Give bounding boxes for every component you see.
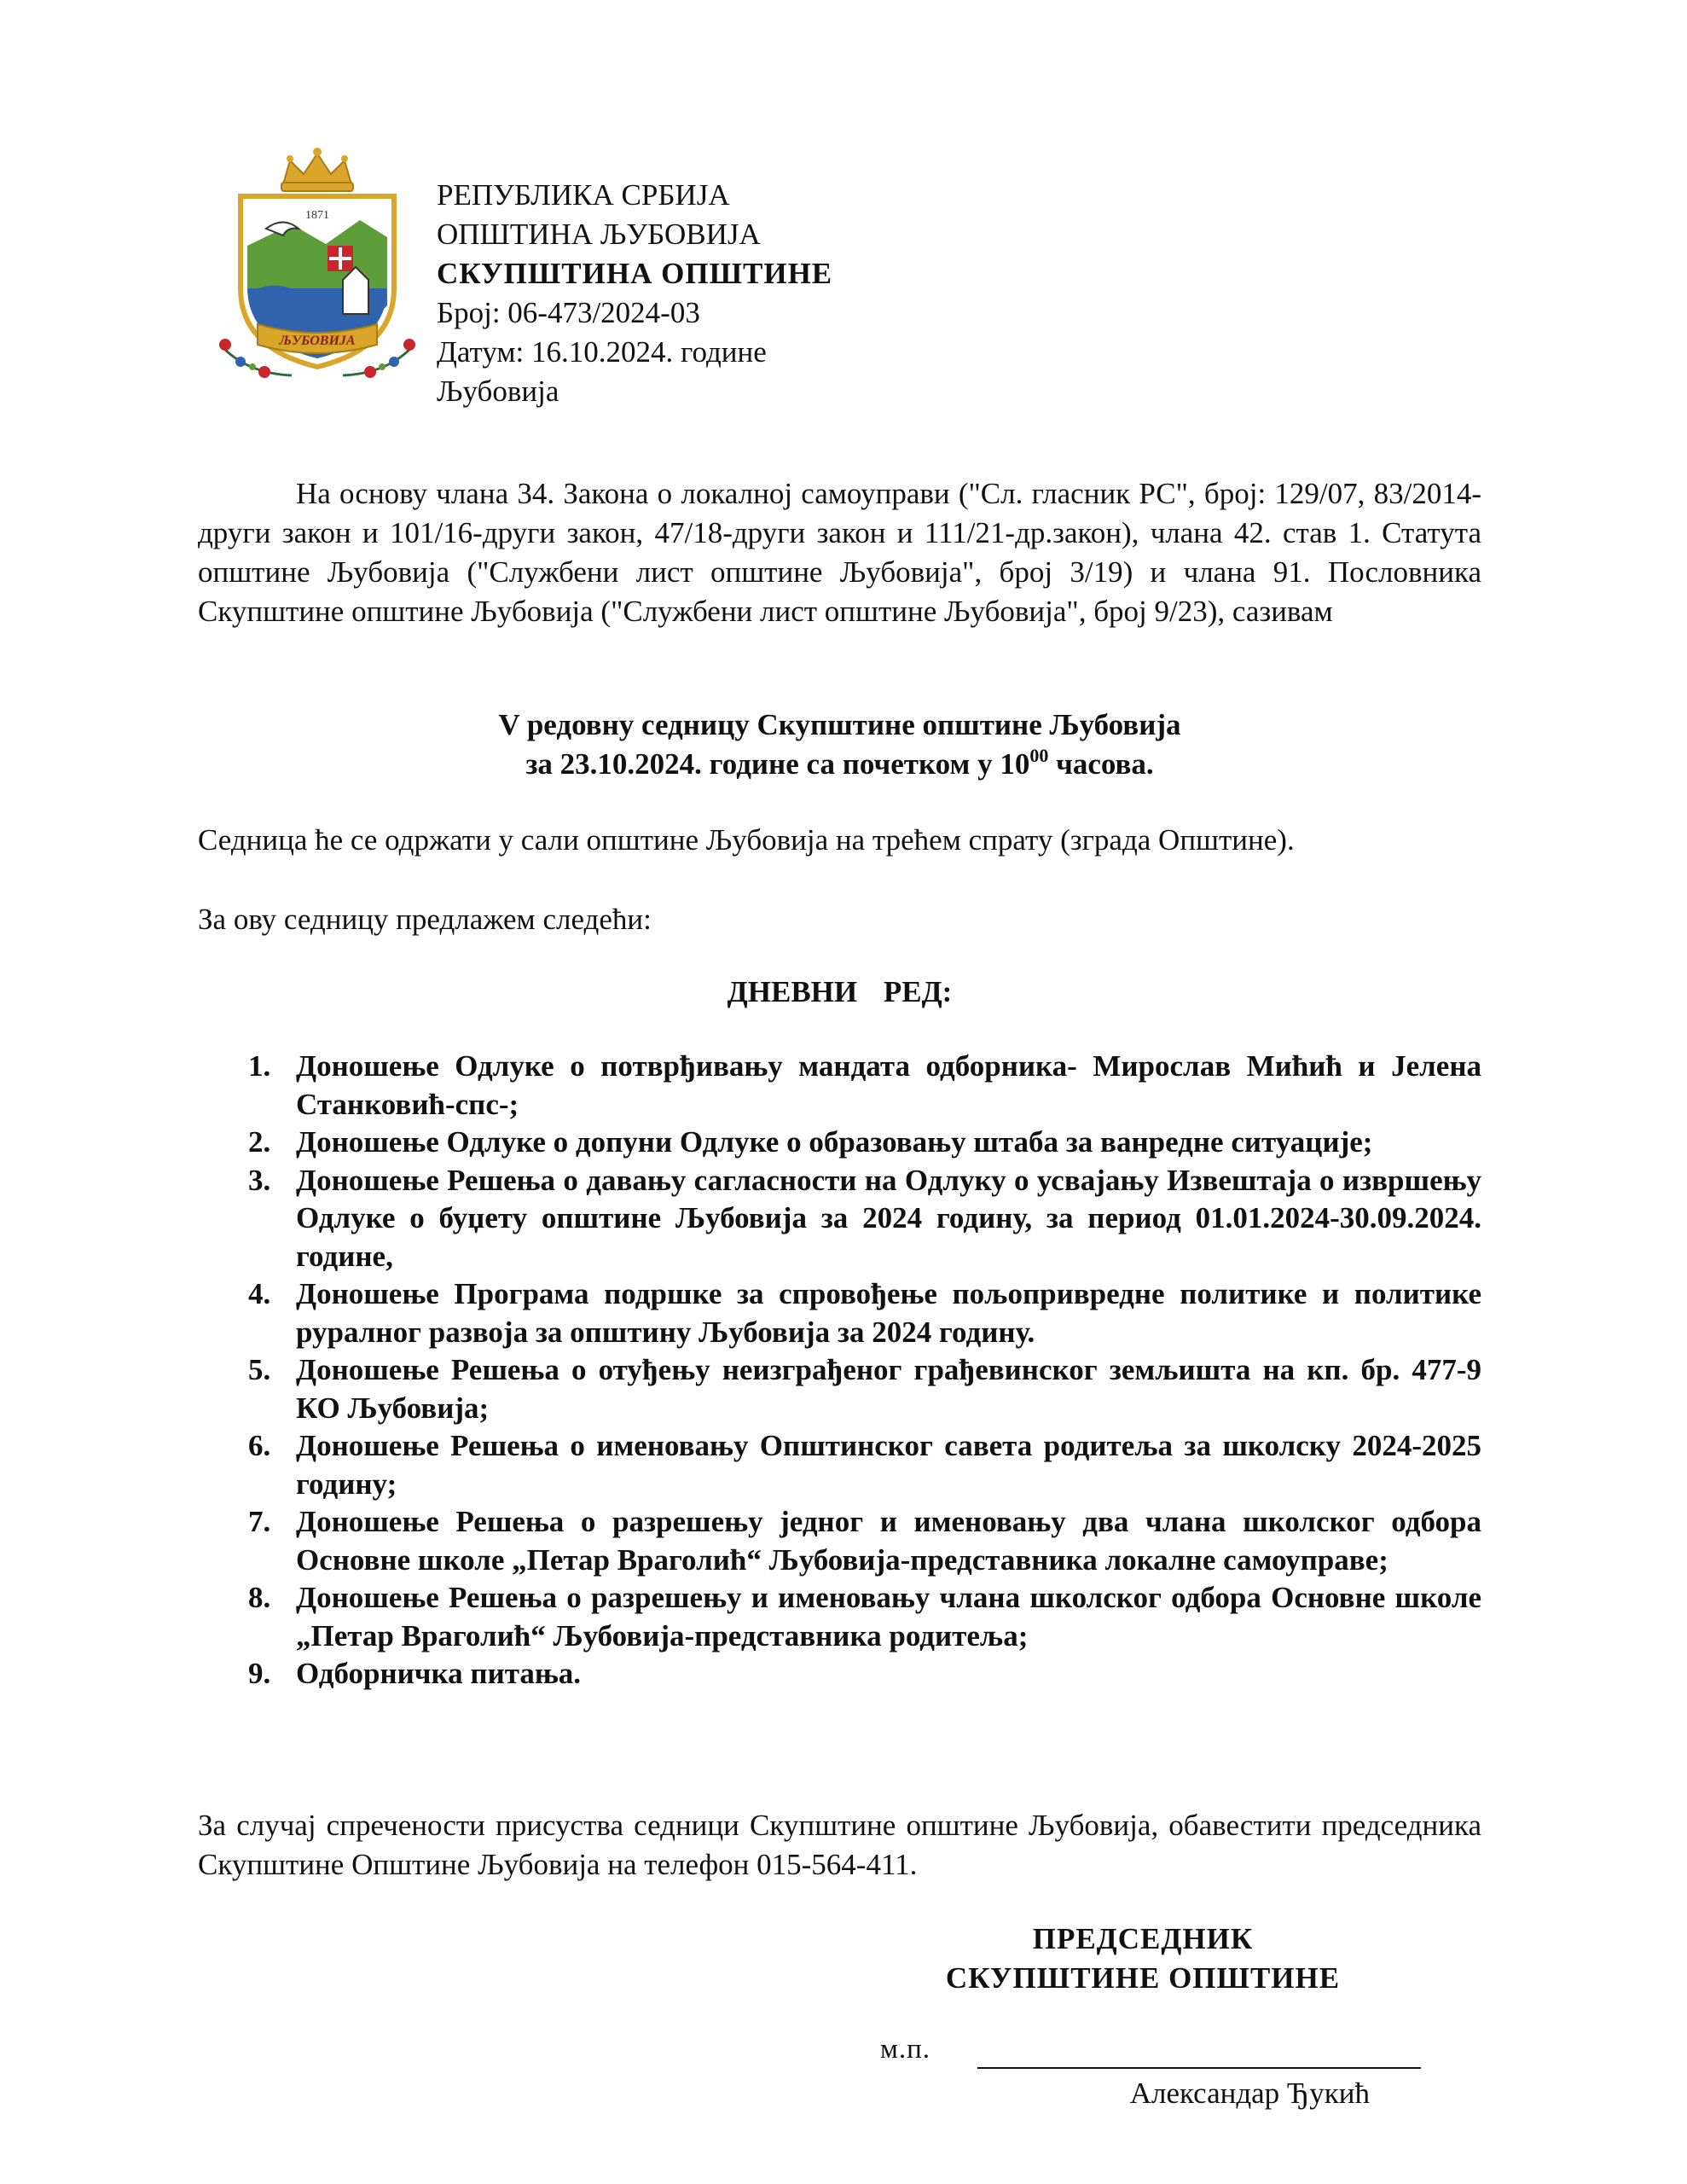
signature-line	[977, 2067, 1421, 2069]
agenda-item-number	[198, 1579, 296, 1655]
agenda-item-text: Доношење Решења о разрешењу и именовању члана школског одбора Основне школе „Петар Враголић“ Љубовија-представника родитеља;	[296, 1581, 1481, 1653]
agenda-item	[198, 1162, 1481, 1276]
proposal-paragraph: За ову седницу предлажем следећи:	[198, 903, 652, 936]
session-announcement	[198, 706, 1481, 784]
agenda-item-text: Доношење Решења о отуђењу неизграђеног грађевинског земљишта на кп. бр. 477-9 КО Љубовија;	[296, 1353, 1481, 1425]
signature-title-line2: СКУПШТИНЕ ОПШТИНЕ	[945, 1961, 1341, 1995]
agenda-item-number-text: 7.	[248, 1505, 271, 1538]
crown-icon	[281, 148, 353, 191]
agenda-item-text: Доношење Решења о давању сагласности на Одлуку о усвајању Извештаја о извршењу Одлуке о буџету општине Љубовија за 2024 годину, за период 01.01.2024-30.09.2024. године,	[296, 1163, 1481, 1273]
agenda-item-number	[198, 1162, 296, 1276]
signature-title-line1: ПРЕДСЕДНИК	[1032, 1922, 1254, 1955]
stamp-label: м.п.	[880, 2034, 931, 2065]
signer-name: Александар Ђукић	[1129, 2077, 1370, 2110]
session-time-suffix: часова.	[1048, 747, 1154, 781]
agenda-list	[198, 1048, 1481, 1693]
agenda-item-number	[198, 1351, 296, 1427]
signature-title	[921, 1920, 1365, 1998]
agenda-item-number-text: 5.	[248, 1353, 271, 1386]
municipal-crest-icon	[215, 143, 420, 391]
agenda-item	[198, 1275, 1481, 1351]
agenda-item-number	[198, 1503, 296, 1579]
agenda-item-number-text: 3.	[248, 1163, 271, 1197]
intro-paragraph: На основу члана 34. Закона о локалној самоуправи ("Сл. гласник РС", број: 129/07, 83/2014-други закон и 101/16-други закон, 47/18-други закон и 111/21-др.закон), члана 42. став 1. Статута општине Љубовија ("Службени лист општине Љубовија", број 3/19) и члана 91. Пословника Скупштине општине Љубовија ("Службени лист општине Љубовија", број 9/23), сазивам	[198, 477, 1481, 628]
agenda-item-text: Одборничка питања.	[296, 1657, 582, 1690]
agenda-item-number-text: 6.	[248, 1429, 271, 1462]
contact-paragraph: За случај спречености присуства седници Скупштине општине Љубовија, обавестити председника Скупштине Општине Љубовија на телефон 015-564-411.	[198, 1809, 1481, 1881]
agenda-item-number	[198, 1048, 296, 1124]
agenda-item-number	[198, 1427, 296, 1503]
header-number: Број: 06-473/2024-03	[437, 296, 700, 329]
agenda-item-number-text: 1.	[248, 1049, 271, 1083]
agenda-item-number-text: 2.	[248, 1125, 271, 1159]
agenda-item-number	[198, 1655, 296, 1693]
agenda-item-text: Доношење Одлуке о допуни Одлуке о образовању штаба за ванредне ситуације;	[296, 1125, 1373, 1159]
agenda-title: ДНЕВНИ РЕД:	[727, 975, 953, 1008]
agenda-item	[198, 1655, 1481, 1693]
location-paragraph: Седница ће се одржати у сали општине Љубовија на трећем спрату (зграда Општине).	[198, 823, 1295, 857]
header-date: Датум: 16.10.2024. године	[437, 335, 767, 369]
agenda-item	[198, 1351, 1481, 1427]
agenda-item-number-text: 9.	[248, 1657, 271, 1690]
agenda-item	[198, 1124, 1481, 1162]
agenda-item	[198, 1503, 1481, 1579]
document-header	[437, 176, 832, 411]
session-time-prefix: за 23.10.2024. године са почетком у 10	[525, 747, 1030, 781]
session-time-minutes: 00	[1029, 745, 1049, 766]
agenda-item	[198, 1427, 1481, 1503]
header-place: Љубовија	[437, 375, 559, 408]
header-republic: РЕПУБЛИКА СРБИЈА	[437, 178, 730, 212]
header-municipality: ОПШТИНА ЉУБОВИЈА	[437, 218, 761, 251]
agenda-item	[198, 1579, 1481, 1655]
agenda-item-number-text: 8.	[248, 1581, 271, 1614]
crest-year: 1871	[305, 209, 329, 222]
agenda-item	[198, 1048, 1481, 1124]
agenda-item-number-text: 4.	[248, 1277, 271, 1310]
session-title: V редовну седницу Скупштине општине Љубовија	[498, 708, 1181, 741]
agenda-item-text: Доношење Решења о разрешењу једног и именовању два члана школског одбора Основне школе „Петар Враголић“ Љубовија-представника локалне самоуправе;	[296, 1505, 1481, 1577]
agenda-item-number	[198, 1275, 296, 1351]
agenda-item-text: Доношење Решења о именовању Општинског савета родитеља за школску 2024-2025 годину;	[296, 1429, 1481, 1501]
session-time	[198, 745, 1481, 784]
agenda-item-text: Доношење Одлуке о потврђивању мандата одборника- Мирослав Мићић и Јелена Станковић-спс-;	[296, 1049, 1481, 1121]
header-assembly: СКУПШТИНА ОПШТИНЕ	[437, 257, 833, 290]
crest-banner-text: ЉУБОВИЈА	[279, 334, 356, 348]
agenda-item-text: Доношење Програма подршке за спровођење пољопривредне политике и политике руралног развоја за општину Љубовија за 2024 годину.	[296, 1277, 1481, 1349]
agenda-item-number	[198, 1124, 296, 1162]
